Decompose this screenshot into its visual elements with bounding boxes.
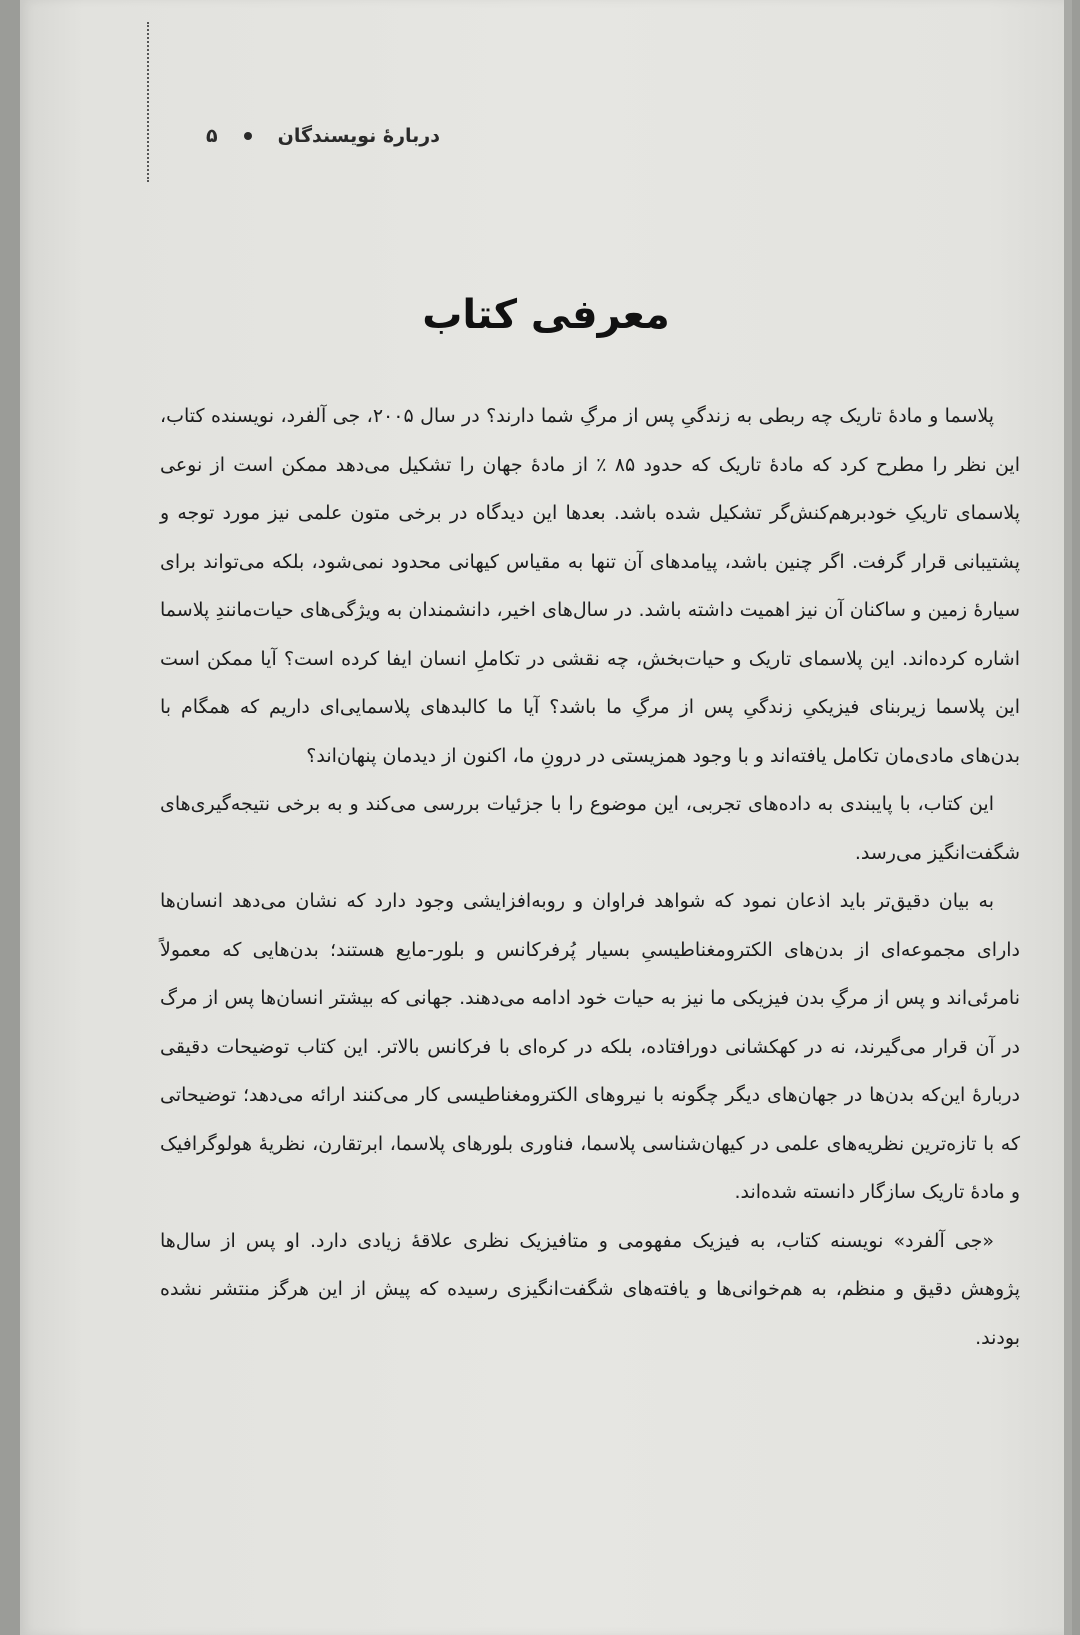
page-edge [1064, 0, 1072, 1635]
bullet-separator-icon [244, 132, 252, 140]
running-header-title: دربارهٔ نویسندگان [277, 125, 440, 147]
page-number: ۵ [206, 125, 218, 147]
page-title: معرفی کتاب [422, 292, 670, 338]
header-dotted-rule [147, 22, 149, 182]
paragraph-3: به بیان دقیق‌تر باید اذعان نمود که شواهد فراوان و روبه‌افزایشی وجود دارد که نشان می‌دهد انسان‌ها دارای مجموعه‌ای از بدن‌های الکترومغناطیسیِ بسیار پُرفرکانس و بلور-مایع هستند؛ بدن‌هایی که معمولاً نامرئی‌اند و پس از مرگِ بدن فیزیکی ما نیز به حیات خود ادامه می‌دهند. جهانی که بیشتر انسان‌ها پس از مرگ در آن قرار می‌گیرند، نه در کهکشانی دورافتاده، بلکه در کره‌ای با فرکانس بالاتر. این کتاب توضیحات دقیقی دربارهٔ این‌که بدن‌ها در جهان‌های دیگر چگونه با نیروهای الکترومغناطیسی کار می‌کنند ارائه می‌دهد؛ توضیحاتی که با تازه‌ترین نظریه‌های علمی در کیهان‌شناسی پلاسما، فناوری بلورهای پلاسما، ابرتقارن، نظریهٔ هولوگرافیک و مادهٔ تاریک سازگار دانسته شده‌اند. [160, 890, 1020, 1203]
body-text [160, 392, 1020, 1362]
paragraph-1: پلاسما و مادهٔ تاریک چه ربطی به زندگیِ پس از مرگِ شما دارند؟ در سال ۲۰۰۵، جی آلفرد، نویسنده کتاب، این نظر را مطرح کرد که مادهٔ تاریک که حدود ۸۵ ٪ از مادهٔ جهان را تشکیل می‌دهد ممکن است از نوعی پلاسمای تاریکِ خودبرهم‌کنش‌گر تشکیل شده باشد. بعدها این دیدگاه در برخی متون علمی نیز مورد توجه و پشتیبانی قرار گرفت. اگر چنین باشد، پیامدهای آن تنها به مقیاس کیهانی محدود نمی‌شود، بلکه می‌تواند برای سیارهٔ زمین و ساکنان آن نیز اهمیت داشته باشد. در سال‌های اخیر، دانشمندان به ویژگی‌های حیات‌مانندِ پلاسما اشاره کرده‌اند. این پلاسمای تاریک و حیات‌بخش، چه نقشی در تکاملِ انسان ایفا کرده است؟ آیا ممکن است این پلاسما زیربنای فیزیکیِ زندگیِ پس از مرگِ ما باشد؟ آیا ما کالبدهای پلاسمایی‌ای داریم که همگام با بدن‌های مادی‌مان تکامل یافته‌اند و با وجود همزیستی در درونِ ما، اکنون از دیدمان پنهان‌اند؟ [160, 405, 1021, 767]
paragraph-2: این کتاب، با پایبندی به داده‌های تجربی، این موضوع را با جزئیات بررسی می‌کند و به برخی نتیجه‌گیری‌های شگفت‌انگیز می‌رسد. [160, 793, 1020, 864]
book-page [20, 0, 1072, 1635]
running-header [170, 118, 440, 154]
paragraph-4: «جی آلفرد» نویسنه کتاب، به فیزیک مفهومی و متافیزیک نظری علاقهٔ زیادی دارد. او پس از سال‌ها پژوهش دقیق و منظم، به هم‌خوانی‌ها و یافته‌های شگفت‌انگیزی رسیده که پیش از این هرگز منتشر نشده بودند. [160, 1229, 1020, 1349]
